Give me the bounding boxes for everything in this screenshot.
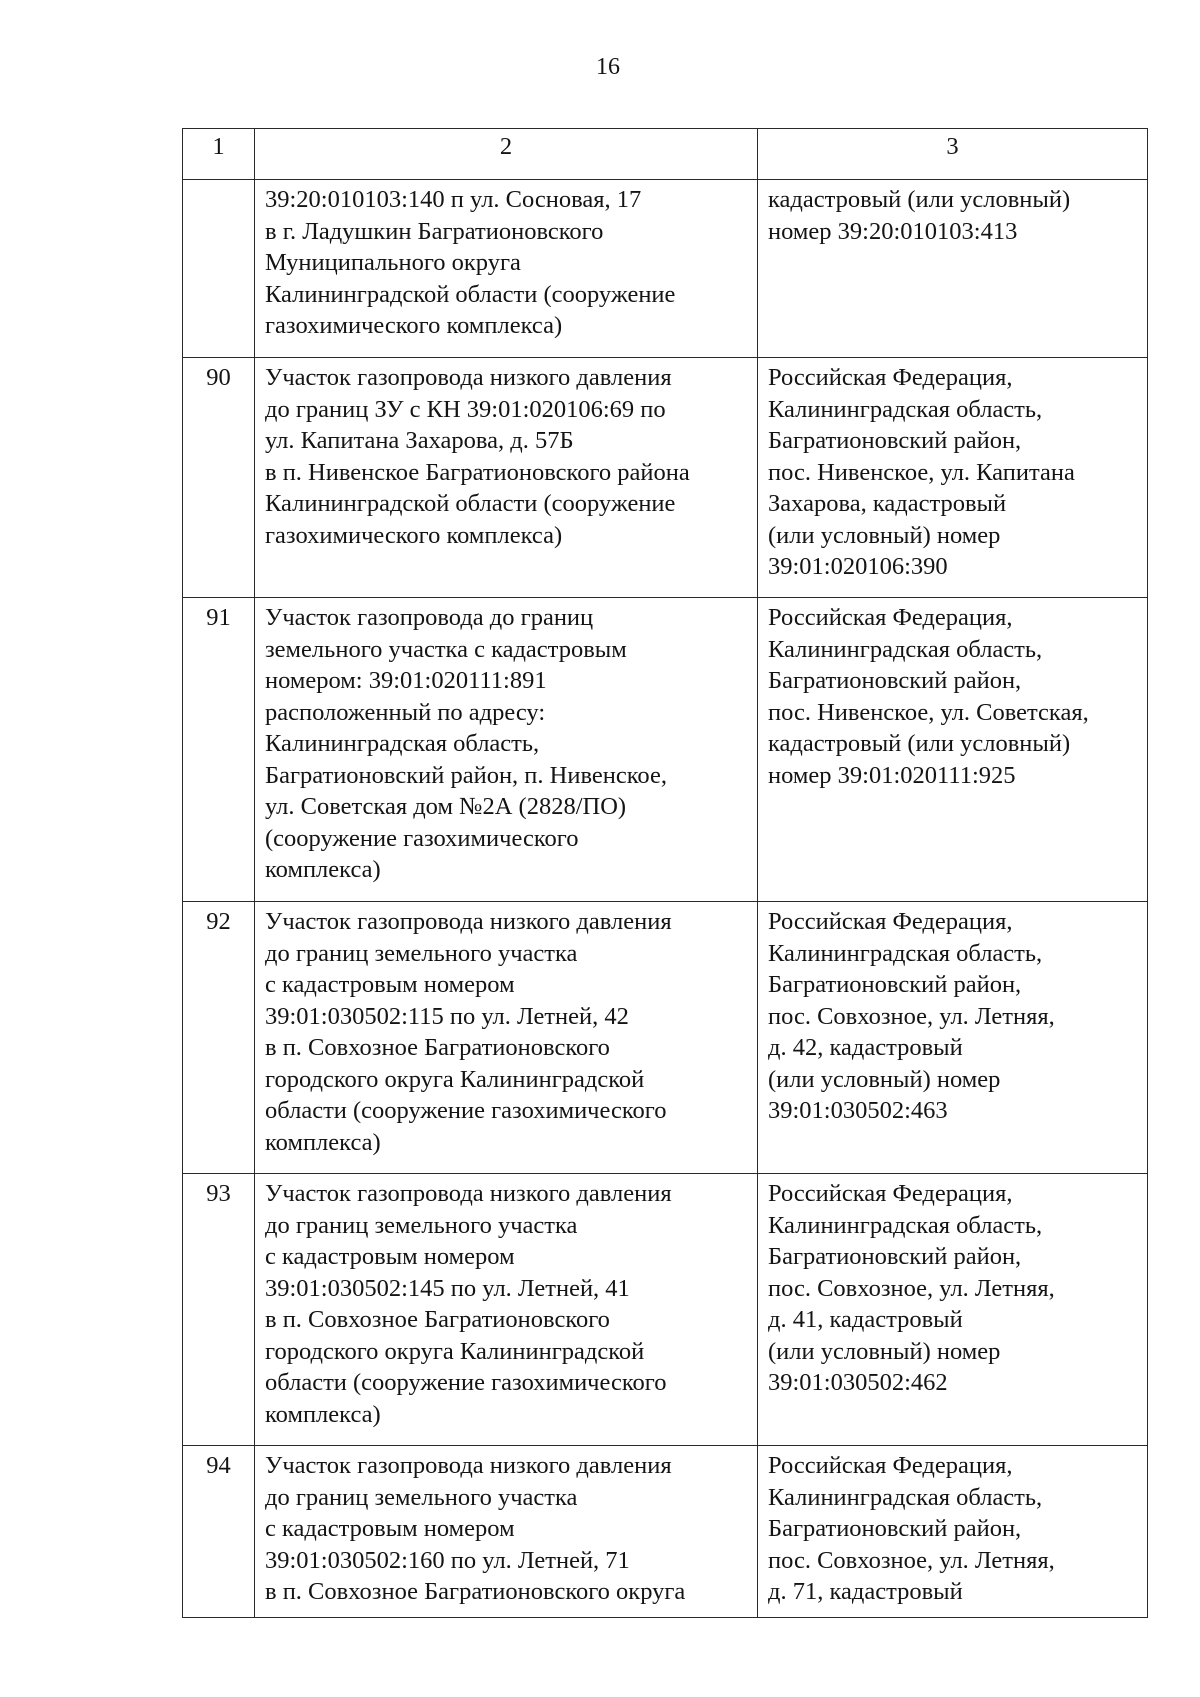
row-number: 94: [183, 1446, 255, 1618]
row-number: 90: [183, 358, 255, 598]
row-number: [183, 180, 255, 358]
header-cell-3: 3: [758, 129, 1148, 180]
table-row: [183, 180, 1148, 358]
row-address: Российская Федерация, Калининградская область, Багратионовский район, пос. Совхозное, ул. Летняя, д. 71, кадастровый: [758, 1446, 1148, 1618]
row-description: 39:20:010103:140 п ул. Сосновая, 17 в г. Ладушкин Багратионовского Муниципального округа Калининградской области (сооружение газохимического комплекса): [255, 180, 758, 358]
page-number: 16: [596, 54, 620, 80]
row-number: 93: [183, 1174, 255, 1446]
table-row: [183, 1446, 1148, 1618]
row-number: 92: [183, 902, 255, 1174]
row-number: 91: [183, 598, 255, 902]
row-description: Участок газопровода низкого давления до границ ЗУ с КН 39:01:020106:69 по ул. Капитана Захарова, д. 57Б в п. Нивенское Багратионовского района Калининградской области (сооружение газохимического комплекса): [255, 358, 758, 598]
row-description: Участок газопровода низкого давления до границ земельного участка с кадастровым номером 39:01:030502:115 по ул. Летней, 42 в п. Совхозное Багратионовского городского округа Калининградской области (сооружение газохимического комплекса): [255, 902, 758, 1174]
row-address: кадастровый (или условный) номер 39:20:010103:413: [758, 180, 1148, 358]
table-row: [183, 598, 1148, 902]
row-description: Участок газопровода низкого давления до границ земельного участка с кадастровым номером 39:01:030502:160 по ул. Летней, 71 в п. Совхозное Багратионовского округа: [255, 1446, 758, 1618]
row-address: Российская Федерация, Калининградская область, Багратионовский район, пос. Нивенское, ул. Капитана Захарова, кадастровый (или условный) номер 39:01:020106:390: [758, 358, 1148, 598]
table-row: [183, 1174, 1148, 1446]
row-address: Российская Федерация, Калининградская область, Багратионовский район, пос. Совхозное, ул. Летняя, д. 42, кадастровый (или условный) номер 39:01:030502:463: [758, 902, 1148, 1174]
row-description: Участок газопровода до границ земельного участка с кадастровым номером: 39:01:020111:891 расположенный по адресу: Калининградская область, Багратионовский район, п. Нивенское, ул. Советская дом №2А (2828/ПО) (сооружение газохимического комплекса): [255, 598, 758, 902]
header-cell-1: 1: [183, 129, 255, 180]
table-header-row: [183, 129, 1148, 180]
header-cell-2: 2: [255, 129, 758, 180]
objects-table: [182, 128, 1148, 1618]
row-description: Участок газопровода низкого давления до границ земельного участка с кадастровым номером 39:01:030502:145 по ул. Летней, 41 в п. Совхозное Багратионовского городского округа Калининградской области (сооружение газохимического комплекса): [255, 1174, 758, 1446]
row-address: Российская Федерация, Калининградская область, Багратионовский район, пос. Нивенское, ул. Советская, кадастровый (или условный) номер 39:01:020111:925: [758, 598, 1148, 902]
table-row: [183, 358, 1148, 598]
row-address: Российская Федерация, Калининградская область, Багратионовский район, пос. Совхозное, ул. Летняя, д. 41, кадастровый (или условный) номер 39:01:030502:462: [758, 1174, 1148, 1446]
table-row: [183, 902, 1148, 1174]
